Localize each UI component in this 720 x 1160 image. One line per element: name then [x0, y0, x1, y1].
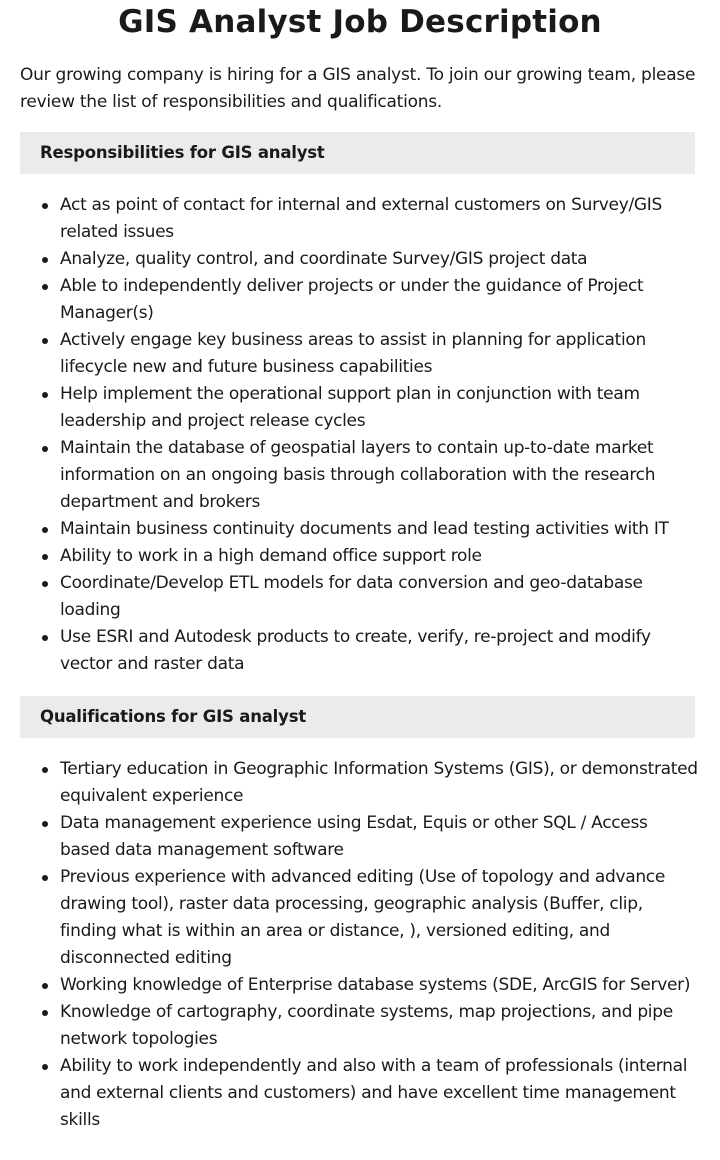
list-item-text: Actively engage key business areas to assist in planning for application lifecycle new and future business capabilities	[60, 330, 646, 377]
list-item-text: Able to independently deliver projects or under the guidance of Project Manager(s)	[60, 276, 644, 323]
bullet-icon	[42, 767, 48, 773]
list-item	[60, 192, 700, 246]
bullet-icon	[42, 635, 48, 641]
bullet-icon	[42, 554, 48, 560]
list-item	[60, 999, 700, 1053]
bullet-icon	[42, 1064, 48, 1070]
list-item-text: Previous experience with advanced editing (Use of topology and advance drawing tool), raster data processing, geographic analysis (Buffer, clip, finding what is within an area or distance, ), versioned editing, and disconnected editing	[60, 867, 666, 968]
list-item	[60, 864, 700, 972]
qualifications-list	[0, 756, 700, 1134]
list-item-text: Data management experience using Esdat, Equis or other SQL / Access based data management software	[60, 813, 648, 860]
bullet-icon	[42, 392, 48, 398]
bullet-icon	[42, 527, 48, 533]
list-item-text: Maintain business continuity documents and lead testing activities with IT	[60, 519, 669, 539]
list-item-text: Knowledge of cartography, coordinate systems, map projections, and pipe network topologies	[60, 1002, 673, 1049]
bullet-icon	[42, 284, 48, 290]
bullet-icon	[42, 203, 48, 209]
list-item-text: Coordinate/Develop ETL models for data conversion and geo-database loading	[60, 573, 643, 620]
bullet-icon	[42, 875, 48, 881]
list-item	[60, 972, 700, 999]
list-item	[60, 810, 700, 864]
list-item-text: Help implement the operational support plan in conjunction with team leadership and project release cycles	[60, 384, 640, 431]
intro-paragraph: Our growing company is hiring for a GIS analyst. To join our growing team, please review the list of responsibilities and qualifications.	[20, 65, 696, 112]
bullet-icon	[42, 581, 48, 587]
list-item-text: Act as point of contact for internal and external customers on Survey/GIS related issues	[60, 195, 662, 242]
list-item	[60, 624, 700, 678]
list-item-text: Analyze, quality control, and coordinate Survey/GIS project data	[60, 249, 588, 269]
bullet-icon	[42, 446, 48, 452]
list-item	[60, 327, 700, 381]
qualifications-heading: Qualifications for GIS analyst	[20, 696, 695, 738]
list-item	[60, 516, 700, 543]
bullet-icon	[42, 338, 48, 344]
list-item	[60, 570, 700, 624]
list-item	[60, 543, 700, 570]
list-item	[60, 756, 700, 810]
responsibilities-list	[0, 192, 700, 678]
list-item	[60, 273, 700, 327]
list-item-text: Working knowledge of Enterprise database systems (SDE, ArcGIS for Server)	[60, 975, 691, 995]
list-item	[60, 246, 700, 273]
bullet-icon	[42, 983, 48, 989]
page-title: GIS Analyst Job Description	[118, 4, 602, 40]
list-item	[60, 435, 700, 516]
list-item-text: Use ESRI and Autodesk products to create, verify, re-project and modify vector and raster data	[60, 627, 651, 674]
list-item-text: Maintain the database of geospatial layers to contain up-to-date market information on an ongoing basis through collaboration with the research department and brokers	[60, 438, 656, 512]
list-item-text: Tertiary education in Geographic Information Systems (GIS), or demonstrated equivalent experience	[60, 759, 698, 806]
list-item-text: Ability to work in a high demand office support role	[60, 546, 482, 566]
bullet-icon	[42, 821, 48, 827]
list-item	[60, 1053, 700, 1134]
list-item-text: Ability to work independently and also with a team of professionals (internal and external clients and customers) and have excellent time management skills	[60, 1056, 688, 1130]
list-item	[60, 381, 700, 435]
bullet-icon	[42, 1010, 48, 1016]
bullet-icon	[42, 257, 48, 263]
responsibilities-heading: Responsibilities for GIS analyst	[20, 132, 695, 174]
